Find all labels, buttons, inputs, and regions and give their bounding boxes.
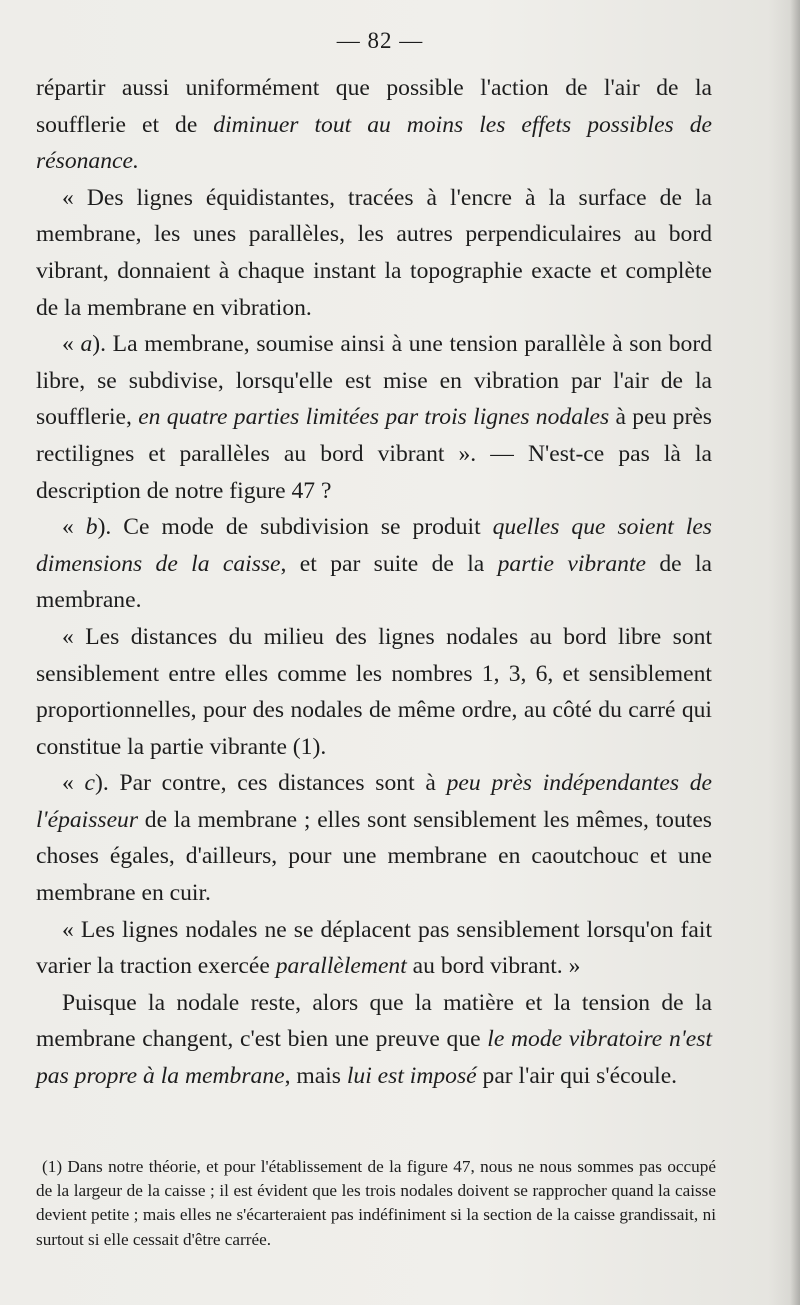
italic-text: peu près indépendantes de l'épaisseur	[36, 770, 712, 833]
text-segment: répartir aussi uniformément que possible l'action de l'air de la soufflerie et de	[36, 75, 712, 138]
text-segment: Puisque la nodale reste, alors que la matière et la tension de la membrane changent, c'est bien une preuve que	[36, 989, 712, 1053]
text-segment: ). La membrane, soumise ainsi à une tension parallèle à son bord libre, se subdivise, lorsqu'elle est mise en vibration par l'air de la soufflerie,	[36, 331, 712, 431]
text-segment: « Les distances du milieu des lignes nodales au bord libre sont sensiblement entre elles comme les nombres 1, 3, 6, et sensiblement proportionnelles, pour des nodales de même ordre, au côté du carré qui constitue la partie vibrante (1).	[36, 623, 712, 760]
italic-text: b	[85, 514, 98, 541]
paragraph	[36, 619, 712, 765]
text-segment: «	[62, 331, 81, 358]
text-segment: au bord vibrant. »	[406, 953, 581, 980]
italic-text: lui est imposé	[346, 1063, 477, 1090]
italic-text: c	[84, 770, 96, 797]
italic-text: le mode vibratoire n'est pas propre à la membrane	[36, 1026, 712, 1090]
paragraph	[36, 180, 712, 326]
paragraph	[36, 326, 712, 509]
italic-text: en quatre parties limitées par trois lignes nodales	[138, 404, 610, 431]
paragraph	[36, 70, 712, 180]
paragraph	[36, 912, 712, 985]
italic-text: a	[80, 331, 93, 358]
italic-text: partie vibrante	[497, 550, 646, 577]
text-segment: «	[62, 770, 85, 797]
text-segment: de la membrane.	[36, 550, 713, 614]
text-segment: à peu près rectilignes et parallèles au bord vibrant ». — N'est-ce pas là la description de notre figure 47 ?	[36, 404, 712, 504]
page-number: — 82 —	[336, 28, 424, 53]
text-segment: «	[62, 514, 86, 541]
paragraph	[36, 765, 712, 911]
text-segment: « Les lignes nodales ne se déplacent pas sensiblement lorsqu'on fait varier la traction exercée	[36, 916, 712, 980]
italic-text: diminuer tout au moins les effets possibles de résonance.	[36, 111, 712, 175]
text-segment: « Des lignes équidistantes, tracées à l'encre à la surface de la membrane, les unes parallèles, les autres perpendiculaires au bord vibrant, donnaient à chaque instant la topographie exacte et complète de la membrane en vibration.	[36, 184, 712, 321]
page-edge-shadow	[790, 0, 800, 1305]
italic-text: parallèlement	[275, 953, 407, 980]
text-segment: , et par suite de la	[280, 550, 498, 577]
text-segment: ). Par contre, ces distances sont à	[95, 770, 447, 797]
paragraph	[36, 985, 712, 1095]
paragraph	[36, 509, 712, 619]
footnote: (1) Dans notre théorie, et pour l'établissement de la figure 47, nous ne nous sommes pas occupé de la largeur de la caisse ; il est évident que les trois nodales doivent se rapprocher quand la caisse devient petite ; mais elles ne s'écarteraient pas indéfiniment si la section de la caisse grandissait, ni surtout si elle cessait d'être carrée.	[36, 1157, 716, 1249]
text-segment: par l'air qui s'écoule.	[476, 1063, 678, 1090]
text-segment: ). Ce mode de subdivision se produit	[97, 514, 493, 541]
text-segment: de la membrane ; elles sont sensiblement les mêmes, toutes choses égales, d'ailleurs, pour une membrane en caoutchouc et une membrane en cuir.	[36, 806, 712, 907]
italic-text: quelles que soient les dimensions de la caisse	[36, 514, 712, 577]
body-text	[36, 70, 712, 1095]
text-segment: , mais	[284, 1063, 347, 1090]
